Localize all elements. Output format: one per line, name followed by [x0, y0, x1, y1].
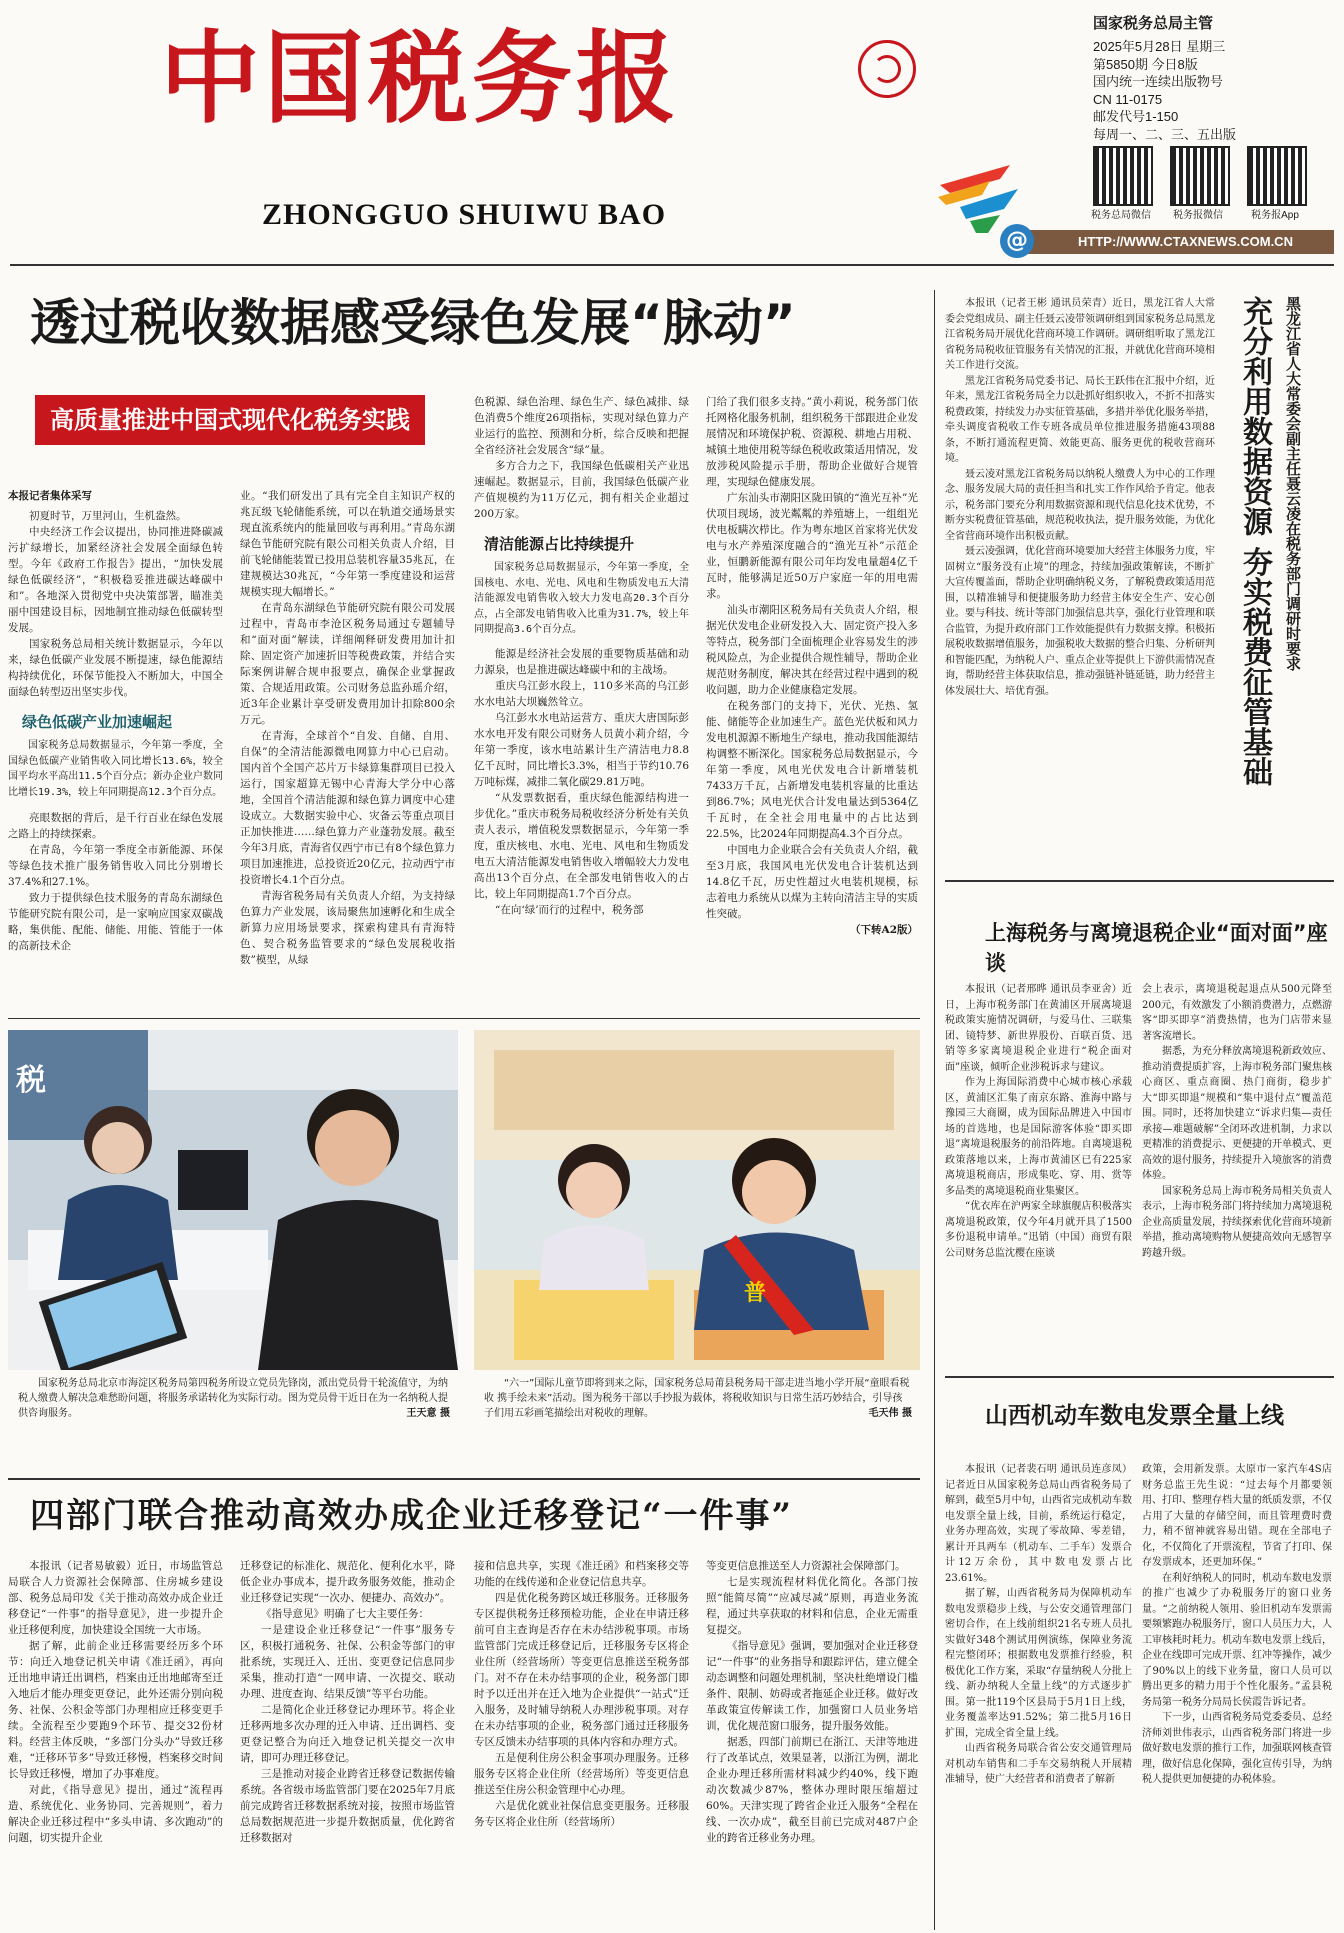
- paragraph: 会上表示，离境退税起退点从500元降至200元，有效激发了小额消费潜力，点燃游客“即买即享”消费热情，也为门店带来显著客流增长。: [1142, 984, 1332, 1042]
- photo-caption: [484, 1376, 912, 1421]
- paragraph: 五是便利住房公积金事项办理服务。迁移服务专区将企业住所（经营场所）等变更信息推送至住房公积金管理中心办理。: [474, 1752, 689, 1796]
- heilongjiang-title: 充分利用数据资源 夯实税费征管基础: [1237, 296, 1272, 787]
- photo-tax-office: [8, 1030, 458, 1370]
- sash-text: 普: [744, 1281, 767, 1306]
- paragraph: 三是推动对接企业跨省迁移登记数据传输系统。各省级市场监管部门要在2025年7月底前完成跨省迁移数据系统对接，按照市场监管总局数据规范进一步提升数据质量，优化跨省迁移数据对: [240, 1768, 455, 1844]
- paragraph: 国家税务总局上海市税务局相关负责人表示，上海市税务部门将持续加力离境退税企业高质量发展，持续探索优化营商环境新举措，推动离境购物从便捷高效向无感智享跨越升级。: [1142, 1185, 1332, 1259]
- paragraph: 重庆乌江彭水段上，110多米高的乌江彭水水电站大坝巍然耸立。: [474, 679, 689, 708]
- at-sign-icon: @: [1000, 224, 1034, 258]
- sponsor-line: 国家税务总局主管: [1093, 15, 1214, 32]
- relocation-col-1: [8, 1558, 223, 1846]
- paragraph: 本报讯（记者邢晔 通讯员李亚舍）近日，上海市税务部门在黄浦区开展离境退税政策实施情况调研，与爱马仕、三联集团、镜特梦、新世界股份、百联百货、迅销等多家离境退税企业进行“税企面对面”座谈，倾听企业涉税诉求与建议。: [945, 984, 1132, 1073]
- tax-logo-icon: [930, 145, 1022, 237]
- lead-headline: 透过税收数据感受绿色发展“脉动”: [30, 294, 796, 352]
- lead-col-1: [8, 488, 223, 954]
- paragraph: 四是优化税务跨区域迁移服务。迁移服务专区提供税务迁移预检功能，企业在申请迁移前可自主查询是否存在未办结涉税事项。市场监管部门完成迁移登记后，迁移服务专区将企业住所（经营场所）等变更信息推送至税务部门。对不存在未办结事项的企业，税务部门即时予以迁出并在迁入地为企业提供“一站式”迁入服务，及时辅导纳税人办理涉税事项。对存在未办结事项的企业，税务部门通过迁移服务专区反馈未办结事项的具体内容和办理方式。: [474, 1592, 689, 1748]
- paragraph: 聂云凌对黑龙江省税务局以纳税人缴费人为中心的工作理念、服务发展大局的责任担当和扎实工作作风给予肯定。他表示，税务部门要充分利用数据资源和现代信息化技术优势，不断夯实税费征管基础，规范税收执法，提升服务效能，为优化全省营商环境作出积极贡献。: [945, 468, 1215, 542]
- paragraph: 色税源、绿色治理、绿色生产、绿色减排、绿色消费5个维度26项指标，实现对绿色算力产业运行的监控、预测和分析，综合反映和把握全省经济社会发展含“绿”量。: [474, 396, 689, 456]
- lead-byline: 本报记者集体采写: [8, 490, 92, 502]
- publication-info: [1093, 38, 1236, 143]
- paragraph: 在青岛东湖绿色节能研究院有限公司发展过程中，青岛市李沧区税务局通过专题辅导和“面对面”解读，详细阐释研发费用加计扣除、固定资产加速折旧等税费政策，并结合实际案例讲解合规申报要点，确保企业掌握政策、合规适用政策。公司财务总监孙瑶介绍，近3年企业累计享受研发费用加计扣除800余万元。: [240, 602, 455, 726]
- continued-note: （下转A2版）: [850, 924, 918, 936]
- column-divider: [934, 290, 935, 1930]
- lead-col-3: [474, 394, 689, 918]
- divider: [8, 1478, 920, 1480]
- heilongjiang-subtitle: 黑龙江省人大常委会副主任聂云凌在税务部门调研时要求: [1284, 296, 1302, 671]
- shanxi-col-1: [945, 1462, 1132, 1788]
- paragraph: 中国电力企业联合会有关负责人介绍，截至3月底，我国风电光伏发电合计装机达到14.8亿千瓦，历史性超过火电装机规模，标志着电力系统从以煤为主转向清洁主导的实质性突破。: [706, 844, 918, 920]
- subhead: 清洁能源占比持续提升: [484, 535, 635, 553]
- photo-caption: [18, 1376, 450, 1421]
- heilongjiang-body: [945, 296, 1215, 699]
- stat-box: 国家税务总局数据显示，今年第一季度，全国核电、水电、光电、风电和生物质发电五大清洁能源发电销售收入较大力发电高20.3个百分点，占全部发电销售收入比重为31.7%，较上年同期提高3.6个百分点。: [474, 562, 689, 635]
- pub-line: 第5850期 今日8版: [1093, 56, 1198, 72]
- paragraph: 初夏时节，万里河山，生机盎然。: [29, 510, 187, 522]
- paragraph: 作为上海国际消费中心城市核心承载区，黄浦区汇集了南京东路、淮海中路与豫园三大商圈，成为国际品牌进入中国市场的首选地，也是国际游客体验“即买即退”离境退税服务的前沿阵地。自离境退税政策落地以来，上海市黄浦区已有225家离境退税商店，形成集吃、穿、用、赏等多品类的离境退税商业集聚区。: [945, 1077, 1132, 1197]
- paragraph: 业。“我们研发出了具有完全自主知识产权的兆瓦级飞轮储能系统，可以在轨道交通场景实现直流系统内的能量回收与再利用。”青岛东湖绿色节能研究院有限公司相关负责人介绍，目前飞轮储能装置已投用总装机容量35兆瓦，在建规模达30兆瓦，“今年第一季度建设和运营规模实现大幅增长。”: [240, 490, 455, 598]
- series-banner: 高质量推进中国式现代化税务实践: [35, 395, 425, 445]
- paragraph: 能源是经济社会发展的重要物质基础和动力源泉，也是推进碳达峰碳中和的主战场。: [474, 647, 689, 676]
- paragraph: 亮眼数据的背后，是千行百业在绿色发展之路上的持续探索。: [8, 812, 223, 840]
- paragraph: 在青岛，今年第一季度全市新能源、环保等绿色技术推广服务销售收入同比分别增长37.4%和27.1%。: [8, 844, 223, 888]
- qr-label: 税务总局微信: [1091, 210, 1151, 221]
- website-url-bar[interactable]: [1020, 230, 1334, 254]
- paragraph: 下一步，山西省税务局党委委员、总经济师刘世伟表示，山西省税务部门将进一步做好数电发票的推行工作，加强联网核查管理，做好信息化保障，强化宣传引导，为纳税人提供更加便捷的办税体验。: [1142, 1712, 1332, 1785]
- paragraph: 青海省税务局有关负责人介绍，为支持绿色算力产业发展，该局聚焦加速孵化和生成全新算力应用场景要求，探索构建具有青海特色、契合税务监管要求的“绿色发展税收指数”模型，从绿: [240, 890, 455, 966]
- relocation-headline: 四部门联合推动高效办成企业迁移登记“一件事”: [30, 1496, 794, 1536]
- shanghai-col-2: [1142, 982, 1332, 1261]
- paragraph: “从发票数据看，重庆绿色能源结构进一步优化。”重庆市税务局税收经济分析处有关负责人表示，增值税发票数据显示，今年第一季度，重庆核电、水电、光电、风电和生物质发电五大清洁能源发电销售收入增幅较大力发电高出13个百分点，在全部发电销售收入的占比，较上年同期提高1.7个百分点。: [474, 791, 689, 900]
- lead-col-4: [706, 394, 918, 938]
- qr-label: 税务报App: [1251, 210, 1299, 221]
- photo-sign-text: 税: [16, 1063, 46, 1098]
- photo-school-illustration: [474, 1030, 920, 1370]
- lead-col-2: [240, 488, 455, 968]
- pub-line: CN 11-0175: [1093, 91, 1163, 107]
- pub-line: 每周一、二、三、五出版: [1093, 126, 1237, 142]
- masthead-rule: [10, 264, 1334, 266]
- paragraph: 乌江彭水水电站运营方、重庆大唐国际彭水水电开发有限公司财务人员黄小莉介绍，今年第一季度，该水电站累计生产清洁电力8.8亿千瓦时，同比增长3.3%，相当于节约10.76万吨标煤，减排二氧化碳29.81万吨。: [474, 711, 689, 788]
- paragraph: 据悉，为充分释放离境退税新政效应、推动消费提质扩容，上海市税务部门聚焦核心商区、重点商圈、热门商街，稳步扩大“即买即退”规模和“集中退付点”覆盖范围。同时，还将加快建立“诉求归集—责任承接—难题破解”全闭环改进机制，力求以更精准的消费提示、更便捷的开单模式、更高效的退付服务，持续提升入境旅客的消费体验。: [1142, 1046, 1332, 1181]
- paragraph: 多方合力之下，我国绿色低碳相关产业迅速崛起。数据显示，目前，我国绿色低碳产业产值规模约为11万亿元，拥有相关企业超过200万家。: [474, 460, 689, 520]
- seal-icon: [858, 40, 916, 98]
- qr-code-icon[interactable]: [1093, 146, 1153, 206]
- photo-credit: 毛天伟 摄: [868, 1408, 912, 1419]
- divider: [8, 1018, 920, 1019]
- paragraph: 据了解，山西省税务局为保障机动车数电发票稳步上线，与公安交通管理部门密切合作，在上线前组织21名专班人员扎实做好348个测试用例演练，保障业务流程完整闭环；根据数电发票推行经验，积极优化工作方案，采取“存量纳税人分批上线、新办纳税人全量上线”的方式逐步扩围。第一批119个区县局于5月1日上线，业务覆盖率达91.52%；第二批5月16日扩围，完成全省全量上线。: [945, 1588, 1132, 1739]
- paragraph: 等变更信息推送至人力资源社会保障部门。: [706, 1560, 906, 1572]
- paragraph: 国家税务总局相关统计数据显示，今年以来，绿色低碳产业发展不断提速，绿色能源结构持续优化，环保节能投入不断加大，中国全面绿色转型迈出坚实步伐。: [8, 638, 223, 698]
- paragraph: 对此，《指导意见》提出，通过“流程再造、系统优化、业务协同、完善规则”，着力解决企业迁移过程中“多头申请、多次跑动”的问题，切实提升企业: [8, 1784, 223, 1844]
- paragraph: 本报讯（记者裴石明 通讯员连彦凤）记者近日从国家税务总局山西省税务局了解到，截至5月中旬，山西省完成机动车数电发票全量上线，目前，系统运行稳定，业务办理高效，实现了零故障、零差错，累计开具两车（机动车、二手车）发票合计12万余份，其中数电发票占比23.61%。: [945, 1464, 1132, 1584]
- paragraph: 中央经济工作会议提出，协同推进降碳减污扩绿增长，加紧经济社会发展全面绿色转型。今年《政府工作报告》提出，“加快发展绿色低碳经济”，“积极稳妥推进碳达峰碳中和”。各地深入贯彻党中央决策部署，瞄准美丽中国建设目标，因地制宜推动绿色低碳转型发展。: [8, 526, 223, 634]
- website-url[interactable]: HTTP://WWW.CTAXNEWS.COM.CN: [1078, 234, 1293, 249]
- paragraph: 政策，会用新发票。太原市一家汽车4S店财务总监王先生说：“过去每个月都要领用、打印、整理存档大量的纸质发票，不仅占用了大量的存储空间，而且管理费时费力，稍不留神就容易出错。现在全部电子化，不仅简化了开票流程，节省了打印、保存发票成本，还更加环保。”: [1142, 1464, 1332, 1568]
- photo-tax-office-illustration: [8, 1030, 458, 1370]
- pub-line: 邮发代号1-150: [1093, 109, 1179, 124]
- paragraph: 聂云凌强调，优化营商环境要加大经营主体服务力度，牢固树立“服务没有止境”的理念，持续加强政策解读，不断扩大宣传覆盖面，帮助企业明确纳税义务，了解税费政策适用范围，以精准辅导和便捷服务助力经营主体安全生产、安心创业。要与科技、统计等部门加强信息共享，强化行业管理和联合监管，为提升政府部门工作效能提供有力数据支撑。积极拓展税收数据增值服务，加强税收大数据的整合归集、分析研判和智能匹配，为纳税人户、重点企业等提供上下游供需情况查询，帮助经营主体获取信息，推动强链补链延链，助力经营主体发展壮大、培优育强。: [945, 546, 1215, 697]
- paragraph: 本报讯（记者王彬 通讯员荣青）近日，黑龙江省人大常委会党组成员、副主任聂云凌带领调研组到国家税务总局黑龙江省税务局开展优化营商环境工作调研。调研组听取了黑龙江省税务局税收征管服务有关情况的汇报，并就优化营商环境相关工作进行交流。: [945, 298, 1215, 371]
- masthead-title: 中国税务报: [160, 19, 680, 137]
- paragraph: 本报讯（记者易敏毅）近日，市场监管总局联合人力资源社会保障部、住房城乡建设部、税务总局印发《关于推动高效办成企业迁移登记“一件事”的指导意见》，进一步提升企业迁移便利度，加快建设全国统一大市场。: [8, 1560, 223, 1636]
- paragraph: 在利好纳税人的同时，机动车数电发票的推广也减少了办税服务厅的窗口业务量。“之前纳税人领用、验旧机动车发票需要频繁跑办税服务厅，窗口人员压力大，人工审核耗时耗力。机动车数电发票上线后，企业在线即可完成开票、红冲等操作，减少了90%以上的线下业务量，窗口人员可以腾出更多的精力用于个性化服务。”孟县税务局第一税务分局局长侯霞告诉记者。: [1142, 1572, 1332, 1708]
- masthead-pinyin: ZHONGGUO SHUIWU BAO: [262, 198, 667, 231]
- paragraph: 致力于提供绿色技术服务的青岛东湖绿色节能研究院有限公司，是一家响应国家双碳战略，集供能、配能、储能、用能、管能于一体的高新技术企: [8, 892, 223, 952]
- relocation-col-4: [706, 1558, 918, 1846]
- paragraph: 门给了我们很多支持。”黄小莉说，税务部门依托网格化服务机制，组织税务干部跟进企业发展情况和环境保护税、资源税、耕地占用税、城镇土地使用税等绿色税收政策适用情况，发放涉税风险提示手册，帮助企业做好合规管理，实现绿色健康发展。: [706, 396, 918, 488]
- shanghai-col-1: [945, 982, 1132, 1261]
- shanxi-col-2: [1142, 1462, 1332, 1788]
- paragraph: 迁移登记的标准化、规范化、便利化水平，降低企业办事成本，提升政务服务效能，推动企业迁移登记实现“一次办、便捷办、高效办”。: [240, 1560, 455, 1604]
- shanxi-headline: 山西机动车数电发票全量上线: [985, 1403, 1284, 1429]
- shanghai-headline: 上海税务与离境退税企业“面对面”座谈: [985, 921, 1328, 975]
- paragraph: 在税务部门的支持下，光伏、光热、氢能、储能等企业加速生产。蓝色光伏板和风力发电机源源不断地生产绿电，推动我国能源结构调整不断深化。国家税务总局数据显示，今年第一季度，风电光伏发电合计新增装机7433万千瓦，占新增发电装机容量的比重达到86.7%；风电光伏合计发电量达到5364亿千瓦时，在全社会用电量中的占比达到22.5%，比2024年同期提高4.3个百分点。: [706, 700, 918, 840]
- photo-school-activity: [474, 1030, 920, 1370]
- qr-code-icon[interactable]: [1247, 146, 1307, 206]
- caption-text: 国家税务总局北京市海淀区税务局第四税务所设立党员先锋岗，派出党员骨干轮流值守，为纳税人缴费人解决急难愁盼问题，将服务承诺转化为实际行动。图为党员骨干近日在为一名纳税人提供咨询服务。: [18, 1378, 448, 1419]
- paragraph: 山西省税务局联合省公安交通管理局对机动车销售和二手车交易纳税人开展精准辅导，使广大经营者和消费者了解新: [945, 1743, 1132, 1785]
- paragraph: 七是实现流程材料优化简化。各部门按照“能简尽简”“应减尽减”原则，再造业务流程，通过共享获取的材料和信息，企业无需重复提交。: [706, 1576, 918, 1636]
- divider: [945, 880, 1334, 882]
- paragraph: 据了解，此前企业迁移需要经历多个环节：向迁入地登记机关申请《准迁函》，再向迁出地申请迁出调档，档案由迁出地邮寄至迁入地后才能办理变更登记，此外还需分别向税务、社保、公积金等部门办理相应迁移变更手续。全流程至少要跑9个环节、提交32份材料。经营主体反映，“多部门分头办”导致迁移难，“迁移环节多”导致迁移慢，档案移交时间长导致迁移慢，增加了办事难度。: [8, 1640, 223, 1780]
- paragraph: 在青海，全球首个“自发、自储、自用、自保”的全清洁能源微电网算力中心已启动。国内首个全国产芯片万卡绿算集群项目已投入运行，国家超算无锡中心青海大学分中心落地，全国首个清洁能源和绿色算力调度中心建设成立。大数据实验中心、灾备云等重点项目正加快推进……绿色算力产业蓬勃发展。截至今年3月底，青海省仅西宁市已有8个绿色算力项目加速推进，总投资近20亿元，拉动西宁市投资增长4.1个百分点。: [240, 730, 455, 886]
- paragraph: 二是简化企业迁移登记办理环节。将企业迁移两地多次办理的迁入申请、迁出调档、变更登记整合为向迁入地登记机关提交一次申请，即可办理迁移登记。: [240, 1704, 455, 1764]
- paragraph: 黑龙江省税务局党委书记、局长王跃伟在汇报中介绍，近年来，黑龙江省税务局全力以赴抓好组织收入，不折不扣落实税费政策，持续发力办实征管基础，多措并举优化服务举措，牵头调度省税收工作专班各成员单位推进服务措施43项88条，不断打通流程更简、效能更高、服务更优的税收营商环境。: [945, 375, 1215, 464]
- qr-label: 税务报微信: [1173, 210, 1223, 221]
- paragraph: 《指导意见》强调，要加强对企业迁移登记“一件事”的业务指导和跟踪评估，建立健全动态调整和问题处理机制，坚决杜绝增设门槛条件、限制、妨碍或者拖延企业迁移。做好改革政策宣传解读工作，加强窗口人员业务培训，优化规范窗口服务，提升服务效能。: [706, 1640, 918, 1732]
- qr-code-icon[interactable]: [1170, 146, 1230, 206]
- stat-box: 国家税务总局数据显示，今年第一季度，全国绿色低碳产业销售收入同比增长13.6%，较全国平均水平高出11.5个百分点；新办企业户数同比增长19.3%，较上年同期提高12.3个百分点。: [8, 740, 223, 798]
- caption-text: “六一”国际儿童节即将到来之际，国家税务总局莆县税务局干部走进当地小学开展“童眼看税收 携手绘未来”活动。图为税务干部以手抄报为载体，将税收知识与日常生活巧妙结合，引导孩子们用五彩画笔描绘出对税收的理解。: [484, 1378, 910, 1419]
- subhead: 绿色低碳产业加速崛起: [22, 713, 173, 731]
- paragraph: 接和信息共享，实现《准迁函》和档案移交等功能的在线传递和企业登记信息共享。: [474, 1560, 689, 1588]
- paragraph: 六是优化就业社保信息变更服务。迁移服务专区将企业住所（经营场所）: [474, 1800, 689, 1828]
- relocation-col-2: [240, 1558, 455, 1846]
- photo-credit: 王天意 摄: [406, 1408, 450, 1419]
- relocation-col-3: [474, 1558, 689, 1830]
- paragraph: “优衣库在沪两家全球旗舰店积极落实离境退税政策，仅今年4月就开具了1500多份退税申请单。”迅销（中国）商贸有限公司财务总监沈樱在座谈: [945, 1201, 1132, 1259]
- pub-line: 2025年5月28日 星期三: [1093, 39, 1226, 54]
- paragraph: 汕头市潮阳区税务局有关负责人介绍，根据光伏发电企业研发投入大、固定资产投入多等特点，税务部门全面梳理企业容易发生的涉税风险点，为企业提供合规性辅导，帮助企业规范财务制度，解决其在经营过程中遇到的税收问题，助力企业健康稳定发展。: [706, 604, 918, 696]
- divider: [945, 1376, 1334, 1378]
- paragraph: 广东汕头市潮阳区陇田镇的“渔光互补”光伏项目现场，波光粼粼的养殖塘上，一组组光伏电板瞒次栉比。作为粤东地区首家将光伏发电与水产养殖深度融合的“渔光互补”示范企业，恒鹏新能源有限公司年均发电量超4亿千瓦时，能够满足近50万户家庭一年的用电需求。: [706, 492, 918, 600]
- paragraph: 一是建设企业迁移登记“一件事”服务专区，积极打通税务、社保、公积金等部门的审批系统，实现迁入、迁出、变更登记信息同步采集，推动打造“一网申请、一次提交、联动办理、进度查询、结果反馈”等平台功能。: [240, 1624, 455, 1700]
- paragraph: 据悉，四部门前期已在浙江、天津等地进行了改革试点，效果显著，以浙江为例，湖北企业办理迁移所需材料减少约40%，线下跑动次数减少87%，整体办理时限压缩超过60%。天津实现了跨省企业迁入服务“全程在线、一次办成”，截至目前已完成对487户企业的跨省迁移业务办理。: [706, 1736, 918, 1844]
- pub-line: 国内统一连续出版物号: [1093, 74, 1224, 89]
- paragraph: 《指导意见》明确了七大主要任务：: [261, 1608, 429, 1620]
- paragraph: “在向‘绿’而行的过程中，税务部: [495, 903, 644, 916]
